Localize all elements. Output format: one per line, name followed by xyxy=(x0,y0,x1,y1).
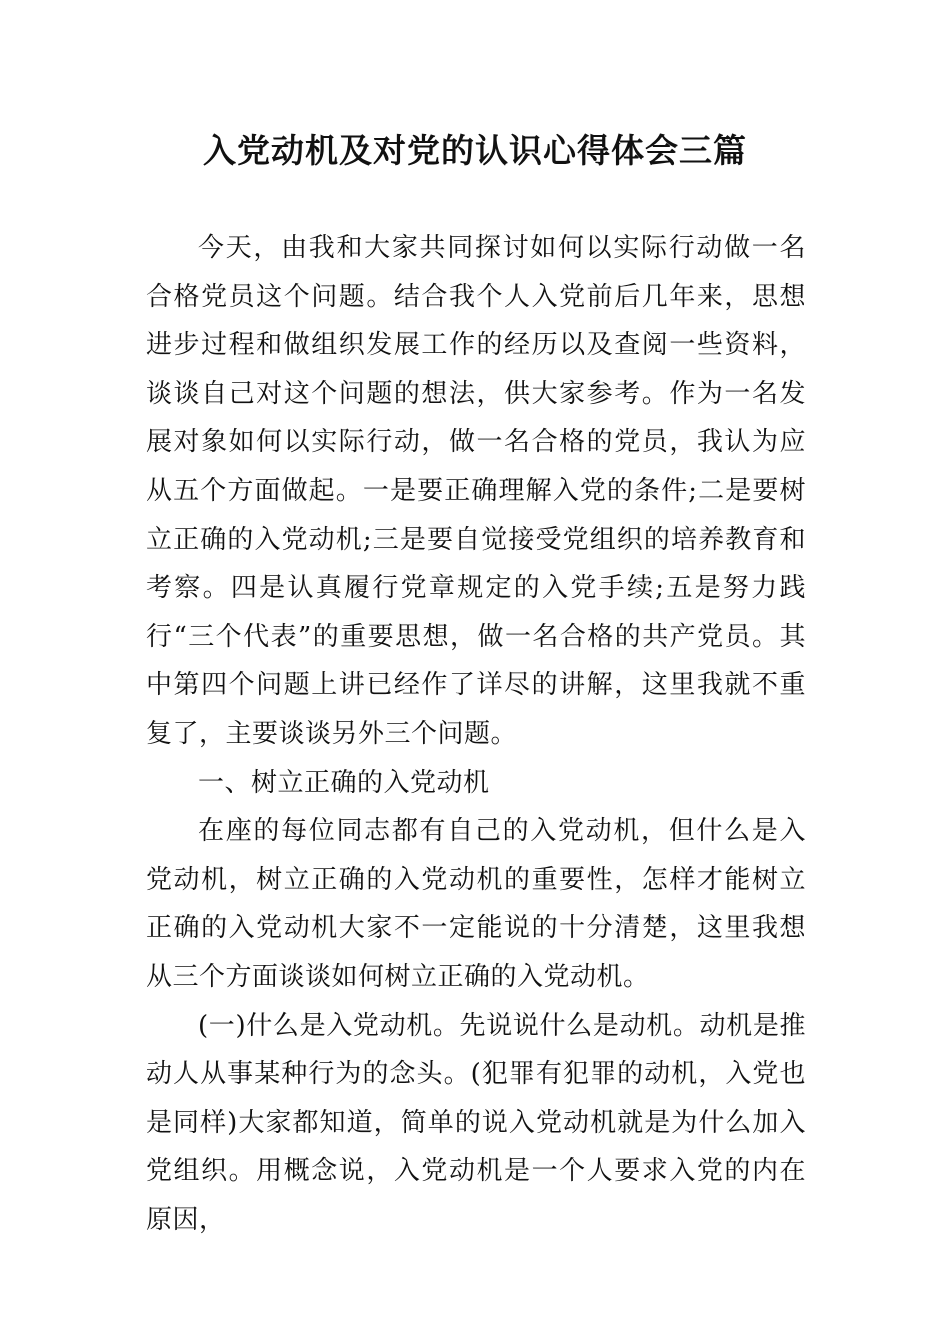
document-title: 入党动机及对党的认识心得体会三篇 xyxy=(203,131,747,170)
section-heading-1: 一、树立正确的入党动机 xyxy=(198,767,490,798)
paragraph-subsection-1: (一)什么是入党动机。先说说什么是动机。动机是推动人从事某种行为的念头。(犯罪有犯罪的动机，入党也是同样)大家都知道，简单的说入党动机就是为什么加入党组织。用概念说，入党动机是一个人要求入党的内在原因， xyxy=(146,1010,806,1235)
paragraph-intro: 今天，由我和大家共同探讨如何以实际行动做一名合格党员这个问题。结合我个人入党前后几年来，思想进步过程和做组织发展工作的经历以及查阅一些资料，谈谈自己对这个问题的想法，供大家参考。作为一名发展对象如何以实际行动，做一名合格的党员，我认为应从五个方面做起。一是要正确理解入党的条件;二是要树立正确的入党动机;三是要自觉接受党组织的培养教育和考察。四是认真履行党章规定的入党手续;五是努力践行“三个代表”的重要思想，做一名合格的共产党员。其中第四个问题上讲已经作了详尽的讲解，这里我就不重复了，主要谈谈另外三个问题。 xyxy=(146,233,806,749)
document-body xyxy=(146,224,806,1244)
paragraph-section-1: 在座的每位同志都有自己的入党动机，但什么是入党动机，树立正确的入党动机的重要性，怎样才能树立正确的入党动机大家不一定能说的十分清楚，这里我想从三个方面谈谈如何树立正确的入党动机。 xyxy=(146,816,806,992)
